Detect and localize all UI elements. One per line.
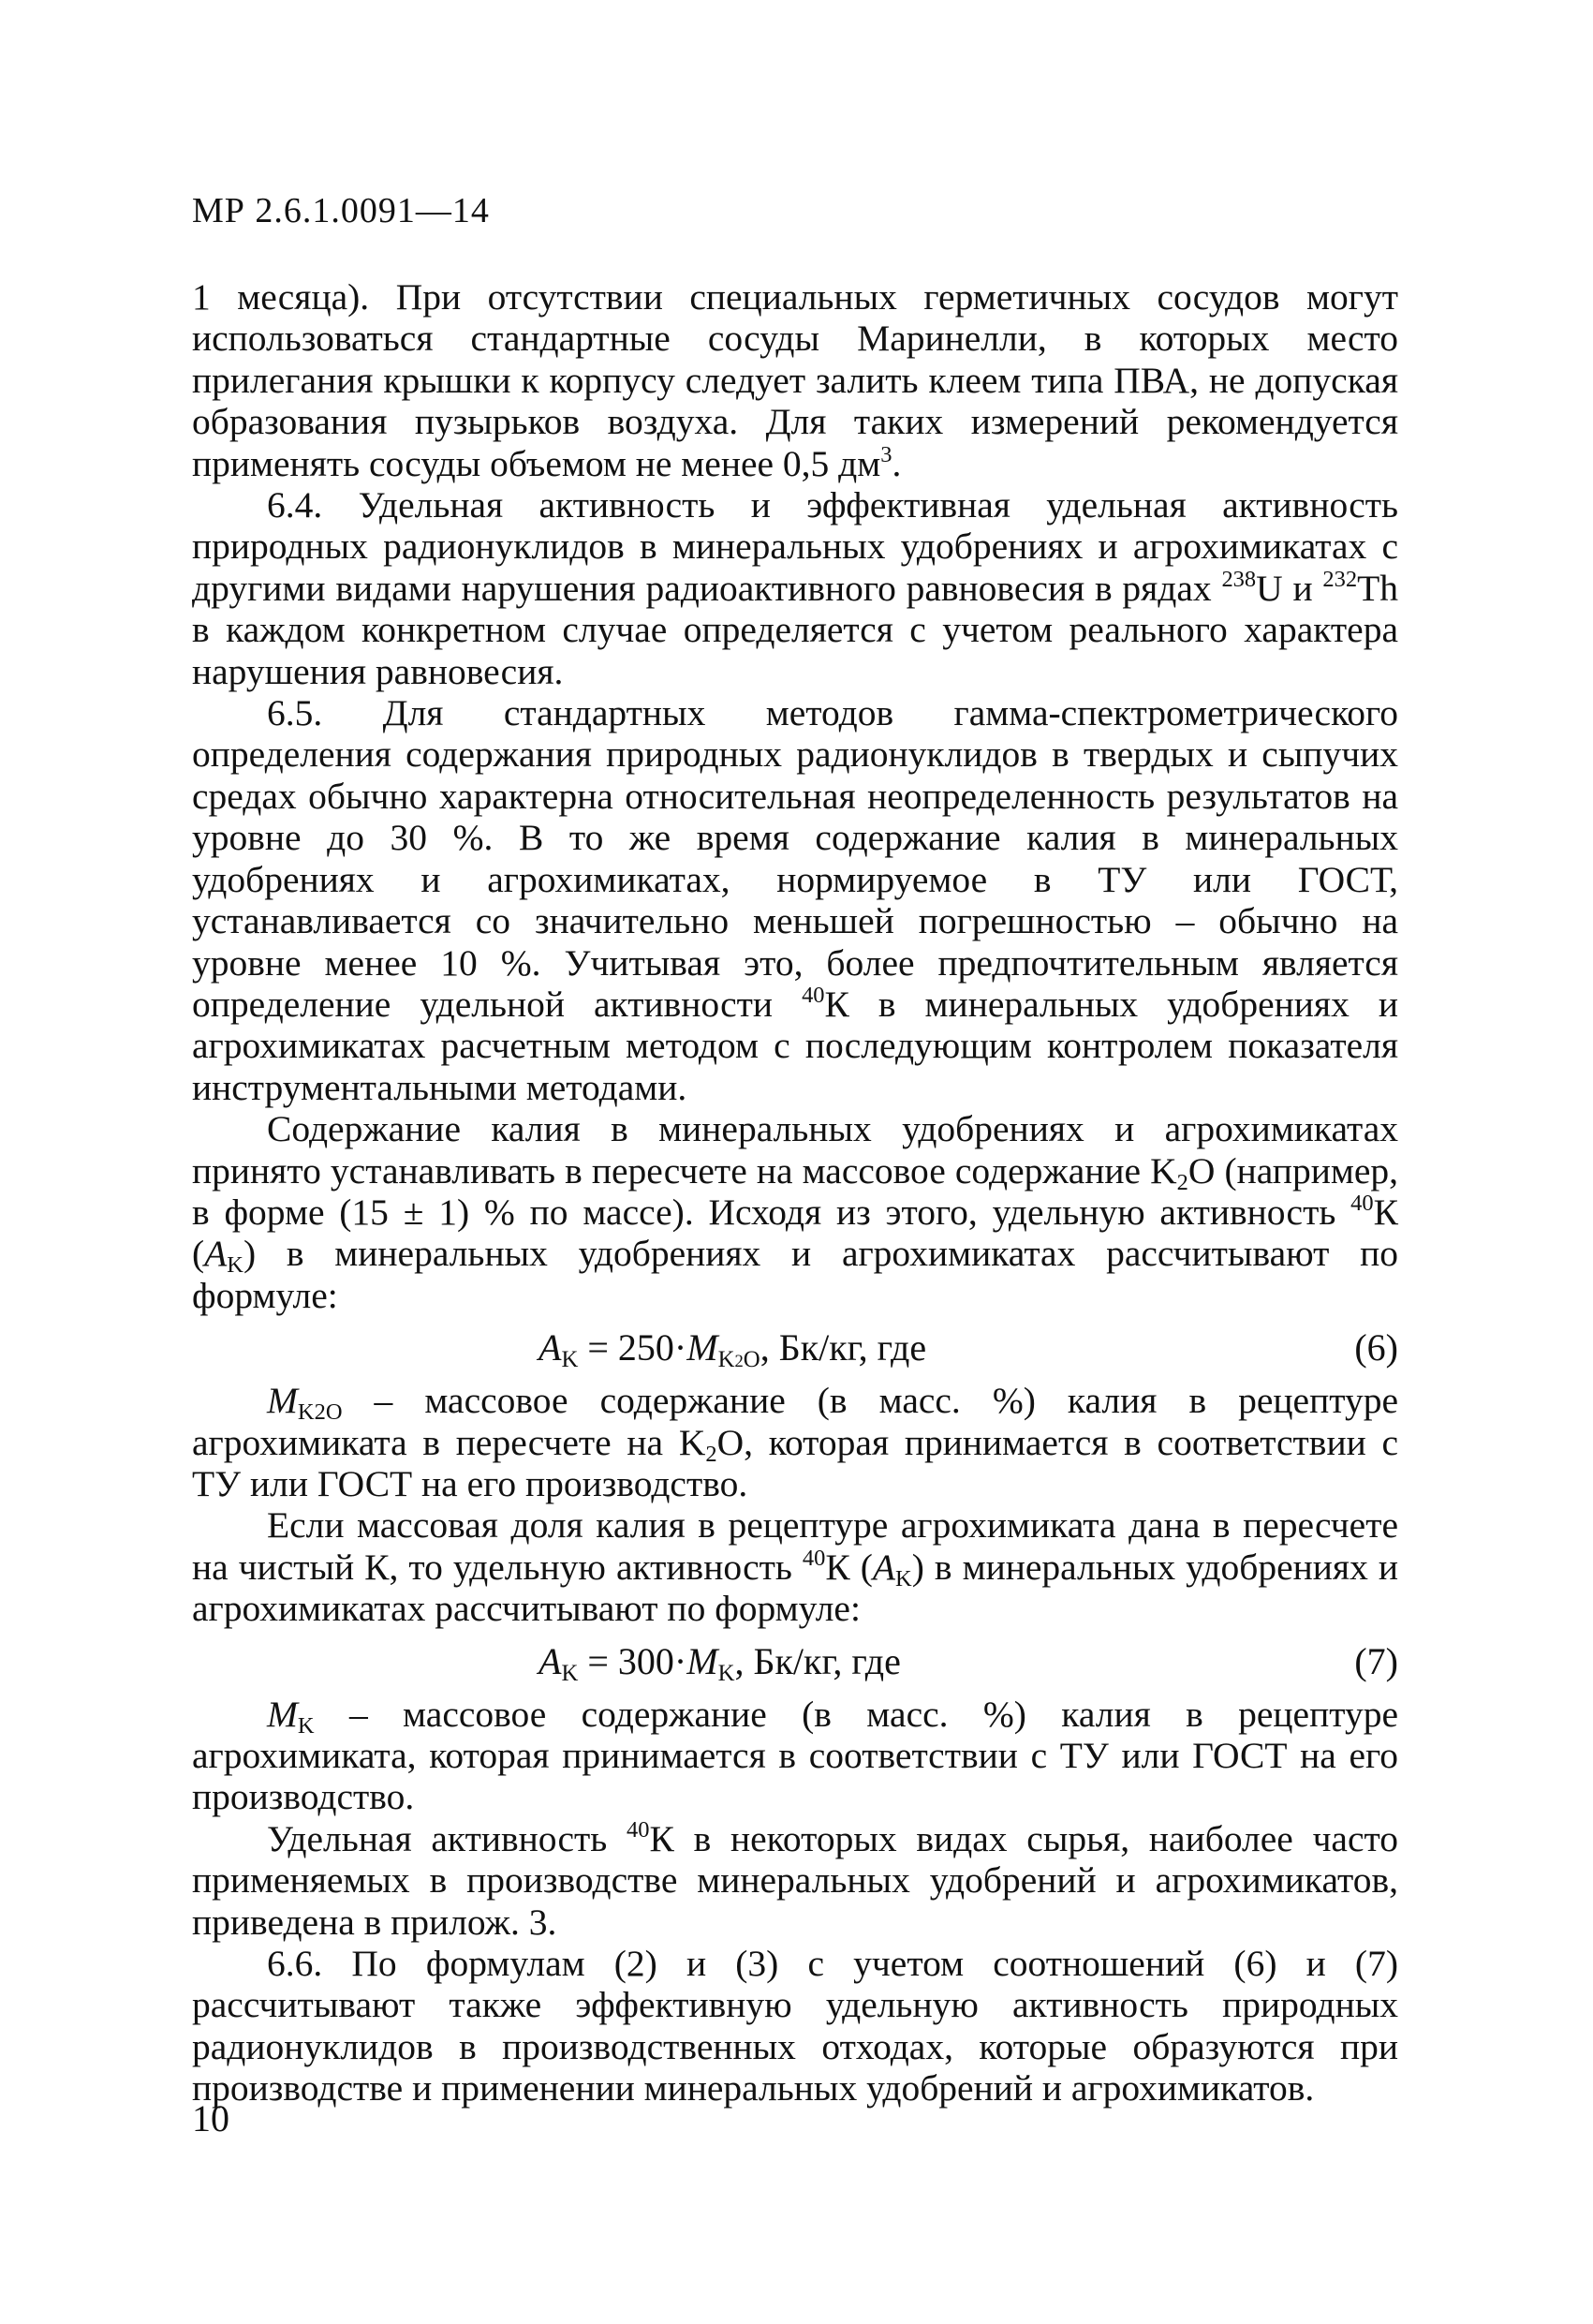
- formula-6: [192, 1319, 1398, 1377]
- paragraph-text: К (: [825, 1546, 873, 1588]
- paragraph-pure-potassium: [192, 1504, 1398, 1629]
- isotope-mass-number: 40: [802, 1545, 826, 1571]
- paragraph-text: 6.4. Удельная активность и эффективная удельная активность природных радионуклидов в минеральных удобрениях и агрохимикатах с другими видами нарушения радиоактивного равновесия в рядах: [192, 484, 1398, 609]
- formula-text: , Бк/кг, где: [760, 1326, 927, 1369]
- paragraph-text: К (: [192, 1191, 1398, 1275]
- subscript: [718, 1347, 760, 1372]
- symbol: A: [538, 1639, 562, 1682]
- paragraph-text: – массовое содержание (в масс. %) калия в рецептуре агрохимиката, которая принимается в соответствии с ТУ или ГОСТ на его производство.: [192, 1693, 1398, 1818]
- paragraph-raw-materials: [192, 1818, 1398, 1943]
- paragraph-text: – массовое содержание (в масс. %) калия в рецептуре агрохимиката в пересчете на K: [192, 1380, 1398, 1463]
- paragraph-text: O (например, в форме (15 ± 1) % по массе). Исходя из этого, удельную активность: [192, 1149, 1398, 1233]
- subscript: K: [561, 1660, 579, 1686]
- symbol: A: [538, 1326, 562, 1369]
- formula-text: = 300·: [578, 1639, 687, 1682]
- paragraph-mk2o-definition: [192, 1380, 1398, 1504]
- subscript: 2: [705, 1441, 717, 1467]
- page-number: 10: [192, 2097, 229, 2139]
- paragraph-text: ) в минеральных удобрениях и агрохимикатах рассчитывают по формуле:: [192, 1546, 1399, 1630]
- subscript: K: [561, 1347, 579, 1373]
- subscript: K: [895, 1565, 912, 1591]
- paragraph-mk-definition: [192, 1694, 1398, 1818]
- paragraph-text: К в некоторых видах сырья, наиболее часто применяемых в производстве минеральных удобрений и агрохимикатов, приведена в прилож. 3.: [192, 1817, 1398, 1943]
- paragraph-continuation: [192, 276, 1398, 484]
- paragraph-text: Содержание калия в минеральных удобрениях и агрохимикатах принято устанавливать в пересчете на массовое содержание K: [192, 1108, 1398, 1192]
- subscript-part: O: [743, 1347, 760, 1373]
- symbol: A: [204, 1233, 228, 1275]
- isotope-mass-number: 238: [1221, 566, 1257, 592]
- formula-text: = 250·: [578, 1326, 687, 1369]
- paragraph-text: 6.5. Для стандартных методов гамма-спектрометрического определения содержания природных радионуклидов в твердых и сыпучих средах обычно характерна относительная неопределенность результатов на уровне до 30 %. В то же время содержание калия в минеральных удобрениях и агрохимикатах, нормируемое в ТУ или ГОСТ, устанавливается со значительно меньшей погрешностью – обычно на уровне менее 10 %. Учитывая это, более предпочтительным является определение удельной активности: [192, 692, 1398, 1025]
- symbol: A: [872, 1546, 896, 1588]
- paragraph-text: O, которая принимается в соответствии с ТУ или ГОСТ на его производство.: [192, 1421, 1399, 1504]
- formula-expression: [538, 1633, 901, 1691]
- paragraph-text: ) в минеральных удобрениях и агрохимикатах рассчитывают по формуле:: [192, 1233, 1398, 1316]
- formula-expression: [538, 1319, 926, 1377]
- document-header: МР 2.6.1.0091—14: [192, 191, 490, 230]
- subscript: 2: [1176, 1169, 1188, 1195]
- paragraph-text: .: [892, 442, 902, 484]
- subscript-part: 2: [734, 1352, 744, 1372]
- isotope-mass-number: 40: [802, 982, 825, 1008]
- formula-number: (6): [1354, 1326, 1398, 1369]
- subscript: K: [297, 1712, 315, 1739]
- paragraph-6-6: 6.6. По формулам (2) и (3) с учетом соотношений (6) и (7) рассчитывают также эффективную удельную активность природных радионуклидов в производственных отходах, которые образуются при производстве и применении минеральных удобрений и агрохимикатов.: [192, 1943, 1398, 2109]
- subscript: K: [227, 1252, 243, 1279]
- subscript: K2O: [297, 1399, 343, 1425]
- isotope-mass-number: 40: [1350, 1190, 1374, 1216]
- paragraph-text: 1 месяца). При отсутствии специальных герметичных сосудов могут использоваться стандартные сосуды Маринелли, в которых место прилегания крышки к корпусу следует залить клеем типа ПВА, не допуская образования пузырьков воздуха. Для таких измерений рекомендуется применять сосуды объемом не менее 0,5 дм: [192, 276, 1398, 484]
- subscript-part: K: [717, 1347, 735, 1373]
- paragraph-6-4: [192, 484, 1398, 692]
- subscript: K: [717, 1660, 735, 1686]
- formula-number: (7): [1354, 1639, 1398, 1682]
- formula-text: , Бк/кг, где: [734, 1639, 901, 1682]
- isotope-mass-number: 40: [627, 1816, 650, 1843]
- symbol: M: [267, 1693, 298, 1735]
- body-text: [192, 276, 1398, 2109]
- paragraph-text: U и: [1256, 567, 1323, 609]
- superscript: 3: [880, 441, 892, 467]
- symbol: M: [686, 1326, 718, 1369]
- symbol: M: [686, 1639, 718, 1682]
- paragraph-text: Th в каждом конкретном случае определяется с учетом реального характера нарушения равновесия.: [192, 567, 1398, 692]
- paragraph-text: Если массовая доля калия в рецептуре агрохимиката дана в пересчете на чистый К, то удельную активность: [192, 1504, 1398, 1588]
- isotope-mass-number: 232: [1322, 566, 1358, 592]
- paragraph-6-5: [192, 692, 1398, 1108]
- formula-7: [192, 1633, 1398, 1691]
- paragraph-text: К в минеральных удобрениях и агрохимикатах расчетным методом с последующим контролем показателя инструментальными методами.: [192, 983, 1398, 1108]
- symbol: M: [267, 1380, 298, 1422]
- paragraph-text: Удельная активность: [267, 1817, 627, 1859]
- paragraph-potassium-content: [192, 1108, 1398, 1316]
